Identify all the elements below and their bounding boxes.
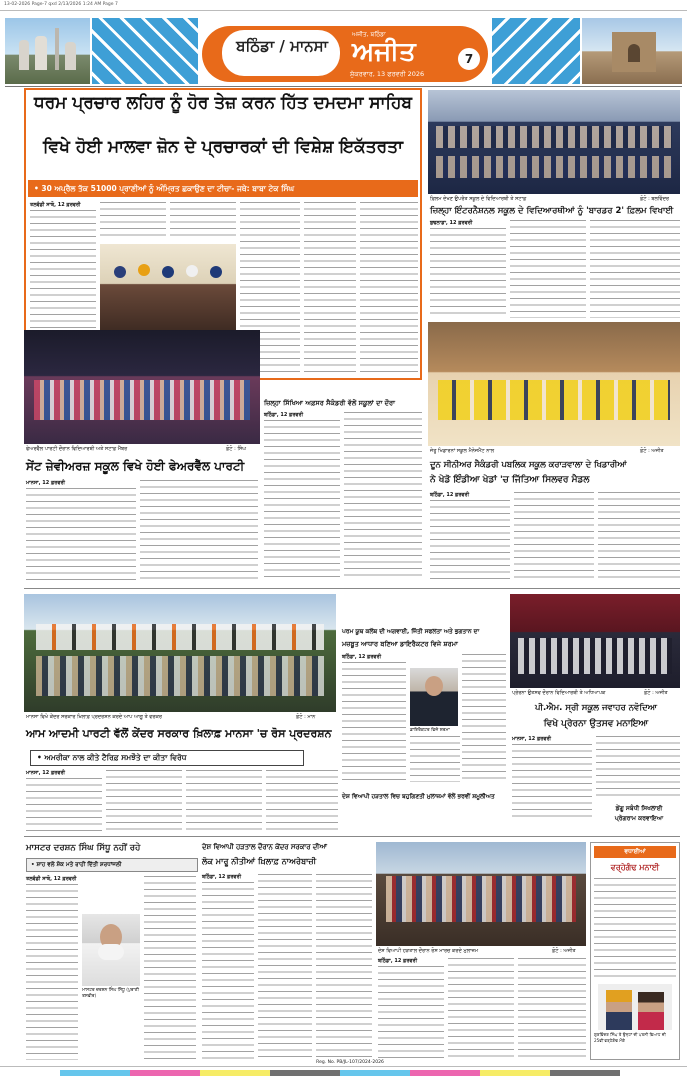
- farewell-body-col2: [140, 480, 258, 580]
- lead-subhead: • 30 ਅਪ੍ਰੈਲ ਤੱਕ 51000 ਪ੍ਰਾਣੀਆਂ ਨੂੰ ਅੰਮ੍ਰਿਤ ਛਕਾਉਣ ਦਾ ਟੀਚਾ- ਜਥੇ: ਬਾਬਾ ਟੇਕ ਸਿੰਘ: [34, 184, 295, 193]
- leader-body-col2: [462, 654, 506, 782]
- obituary-subhead: • ਸ਼ਾਹ ਵਲੋਂ ਸ਼ੋਕ ਮਤੇ ਰਾਹੀਂ ਦਿੱਤੀ ਸ਼ਰਧਾਂਜਲੀ: [31, 862, 122, 868]
- farewell-caption: ਫੇਅਰਵੈੱਲ ਪਾਰਟੀ ਦੌਰਾਨ ਵਿਦਿਆਰਥੀ ਅਤੇ ਸਟਾਫ਼ ਮੈਂਬਰ: [26, 446, 128, 452]
- prerna-dateline: ਮਾਨਸਾ, 12 ਫ਼ਰਵਰੀ: [512, 736, 552, 742]
- strike-credit: ਫ਼ੋਟੋ : ਅਜੀਤ: [552, 948, 576, 954]
- strike-headline: ਦੇਸ਼ ਵਿਆਪੀ ਹੜਤਾਲ ਵਿਚ ਬਹੁਗਿਣਤੀ ਮੁਲਾਜ਼ਮਾਂ ਵੱਲੋਂ ਭਰਵੀਂ ਸ਼ਮੂਲੀਅਤ: [342, 794, 495, 800]
- silver-body-col3: [598, 492, 680, 582]
- prerna-photo: [510, 594, 680, 688]
- strike-photo: [376, 842, 586, 946]
- unions-body-col1: [202, 874, 254, 1060]
- strike-body-col1: [378, 958, 444, 1060]
- silver-medal-credit: ਫ਼ੋਟੋ : ਅਜੀਤ: [640, 448, 664, 454]
- school-visit-dateline: ਬਠਿੰਡਾ, 12 ਫ਼ਰਵਰੀ: [264, 412, 304, 418]
- students-photo-caption: ਫ਼ਿਲਮ ਦੇਖਣ ਉਪਰੰਤ ਸਕੂਲ ਦੇ ਵਿਦਿਆਰਥੀ ਤੇ ਸਟਾਫ਼: [430, 196, 527, 202]
- lead-dateline: ਤਲਵੰਡੀ ਸਾਬੋ, 12 ਫ਼ਰਵਰੀ: [30, 202, 81, 208]
- protest-body-col3: [186, 770, 262, 832]
- obituary-portrait: [82, 914, 140, 986]
- protest-dateline: ਮਾਨਸਾ, 12 ਫ਼ਰਵਰੀ: [26, 770, 66, 776]
- page-number-badge: [456, 46, 482, 72]
- page-number: 7: [464, 52, 474, 66]
- leader-body-col1: [342, 654, 406, 782]
- leader-dateline: ਬਠਿੰਡਾ, 12 ਫ਼ਰਵਰੀ: [342, 654, 382, 660]
- protest-headline: ਆਮ ਆਦਮੀ ਪਾਰਟੀ ਵੱਲੋਂ ਕੇਂਦਰ ਸਰਕਾਰ ਖ਼ਿਲਾਫ਼ ਮਾਨਸਾ 'ਚ ਰੋਸ ਪ੍ਰਦਰਸ਼ਨ: [26, 727, 332, 740]
- protest-credit: ਫ਼ੋਟੋ : ਮਾਨ: [296, 714, 316, 720]
- lead-body-col6: [360, 202, 418, 374]
- obituary-caption: ਮਾਸਟਰ ਦਰਸ਼ਨ ਸਿੰਘ ਸਿੱਧੂ (ਪੁਰਾਣੀ ਤਸਵੀਰ): [82, 988, 139, 999]
- protest-caption: ਮਾਨਸਾ ਵਿਖੇ ਕੇਂਦਰ ਸਰਕਾਰ ਖ਼ਿਲਾਫ਼ ਪ੍ਰਦਰਸ਼ਨ ਕਰਦੇ ਆਪ ਆਗੂ ਤੇ ਵਰਕਰ: [26, 714, 163, 720]
- school-visit-headline: ਜ਼ਿਲ੍ਹਾ ਸਿੱਖਿਆ ਅਫ਼ਸਰ ਸੈਕੰਡਰੀ ਵੱਲੋਂ ਸਕੂਲਾਂ ਦਾ ਦੌਰਾ: [264, 399, 395, 407]
- lead-headline-line1: ਧਰਮ ਪ੍ਰਚਾਰ ਲਹਿਰ ਨੂੰ ਹੋਰ ਤੇਜ਼ ਕਰਨ ਹਿੱਤ ਦਮਦਮਾ ਸਾਹਿਬ: [34, 93, 412, 113]
- masthead-pattern-left: [92, 18, 198, 84]
- masthead-pattern-right: [492, 18, 580, 84]
- school-visit-body-col1: [264, 412, 340, 580]
- silver-headline-line1: ਦੂਨ ਸੀਨੀਅਰ ਸੈਕੰਡਰੀ ਪਬਲਿਕ ਸਕੂਲ ਕਰਾੜਵਾਲਾ ਦੇ ਖਿਡਾਰੀਆਂ: [430, 459, 627, 469]
- strike-dateline: ਬਠਿੰਡਾ, 12 ਫ਼ਰਵਰੀ: [378, 958, 418, 964]
- obituary-body-col1: [26, 876, 78, 1060]
- obituary-body-col2: [144, 876, 196, 1060]
- farewell-credit: ਫ਼ੋਟੋ : ਸਿੰਘ: [226, 446, 247, 452]
- lead-photo-gathering: [100, 244, 236, 332]
- protest-body-col2: [106, 770, 182, 832]
- prerna-headline-line2: ਵਿਖੇ ਪ੍ਰੇਰਨਾ ਉਤਸਵ ਮਨਾਇਆ: [543, 719, 649, 729]
- unions-body-col3: [316, 874, 372, 1060]
- scholars-headline: ਜ਼ਿਲ੍ਹਾ ਇੰਟਰਨੈਸ਼ਨਲ ਸਕੂਲ ਦੇ ਵਿਦਿਆਰਥੀਆਂ ਨੂੰ 'ਬਾਰਡਰ 2' ਫ਼ਿਲਮ ਵਿਖਾਈ: [430, 206, 674, 216]
- scholars-dateline: ਬੁਢਲਾਡਾ, 12 ਫ਼ਰਵਰੀ: [430, 220, 473, 226]
- prerna-headline-line1: ਪੀ.ਐਮ. ਸ੍ਰੀ ਸਕੂਲ ਜਵਾਹਰ ਨਵੋਦਿਆ: [535, 703, 657, 713]
- scholars-body-col2: [510, 220, 586, 318]
- silver-body-col1: [430, 492, 510, 582]
- wedding-photo: [598, 984, 672, 1030]
- brand-logo: ਅਜੀਤ: [352, 37, 416, 67]
- scholars-body-col3: [590, 220, 680, 318]
- prerna-caption: ਪ੍ਰੇਰਨਾ ਉਤਸਵ ਦੌਰਾਨ ਵਿਦਿਆਰਥੀ ਤੇ ਅਧਿਆਪਕ: [512, 690, 606, 696]
- silver-medal-photo: [428, 322, 680, 446]
- footer-registration: Reg. No. PB/JL-107/2024-2026: [316, 1060, 384, 1065]
- unions-dateline: ਬਠਿੰਡਾ, 12 ਫ਼ਰਵਰੀ: [202, 874, 242, 880]
- protest-subhead: • ਅਮਰੀਕਾ ਨਾਲ ਕੀਤੇ ਟੈਰਿਫ਼ ਸਮਝੌਤੇ ਦਾ ਕੀਤਾ ਵਿਰੋਧ: [37, 753, 187, 762]
- prerna-body-col1: [512, 736, 592, 822]
- training-headline-line1: ਡੇਂਗੂ ਸਬੰਧੀ ਸਿਖਲਾਈ: [615, 805, 663, 812]
- protest-body-col1: [26, 770, 102, 832]
- unions-headline-line1: ਦੇਸ਼ ਵਿਆਪੀ ਹੜਤਾਲ ਦੌਰਾਨ ਕੇਂਦਰ ਸਰਕਾਰ ਦੀਆਂ: [202, 843, 327, 851]
- prerna-credit: ਫ਼ੋਟੋ : ਅਜੀਤ: [644, 690, 668, 696]
- silver-medal-caption: ਜੇਤੂ ਖਿਡਾਰਨਾਂ ਸਕੂਲ ਮੈਨੇਜਮੈਂਟ ਨਾਲ: [430, 448, 495, 454]
- wedding-label-bar: [594, 846, 676, 858]
- lead-body-col5: [304, 202, 356, 374]
- protest-body-col4: [266, 770, 338, 832]
- wedding-headline: ਵਰ੍ਹੇਗੰਢ ਮਨਾਈ: [610, 863, 660, 872]
- masthead-photo-fort: [582, 18, 682, 84]
- obituary-subhead-bar: [26, 858, 198, 872]
- students-group-photo: [428, 90, 680, 194]
- lead-body-col3: [170, 202, 236, 240]
- leader-headline-line2: ਮਜ਼ਬੂਤ ਆਧਾਰ ਬਣਿਆ ਡਾਇਰੈਕਟਰ ਵਿਜੇ ਸ਼ਰਮਾ: [342, 640, 458, 648]
- unions-body-col2: [258, 874, 312, 1060]
- scholars-body-col1: [430, 220, 506, 318]
- protest-subhead-box: [30, 750, 304, 766]
- obituary-dateline: ਤਲਵੰਡੀ ਸਾਬੋ, 12 ਫ਼ਰਵਰੀ: [26, 876, 77, 882]
- farewell-dateline: ਮਾਨਸਾ, 12 ਫ਼ਰਵਰੀ: [26, 480, 66, 486]
- file-info: 13-02-2026 Page-7 qxd 2/13/2026 1:24 AM Page 7: [4, 2, 118, 7]
- farewell-photo: [24, 330, 260, 444]
- wedding-caption: ਗੁਰਵਿੰਦਰ ਸਿੰਘ ਤੇ ਉਨ੍ਹਾਂ ਦੀ ਪਤਨੀ ਵਿਆਹ ਦੀ 25ਵੀਂ ਵਰ੍ਹੇਗੰਢ ਮੌਕੇ: [594, 1032, 666, 1043]
- strike-caption: ਦੇਸ਼ ਵਿਆਪੀ ਹੜਤਾਲ ਦੌਰਾਨ ਰੋਸ ਮਾਰਚ ਕਰਦੇ ਮੁਲਾਜ਼ਮ: [378, 948, 479, 954]
- protest-photo: [24, 594, 336, 712]
- farewell-headline: ਸੇਂਟ ਜ਼ੇਵੀਅਰਜ਼ ਸਕੂਲ ਵਿਖੇ ਹੋਈ ਫੇਅਰਵੈੱਲ ਪਾਰਟੀ: [26, 459, 245, 473]
- school-visit-body-col2: [344, 412, 422, 580]
- leader-body-under-photo: [410, 736, 460, 782]
- masthead-section-box: [222, 30, 340, 76]
- unions-headline-line2: ਲੋਕ ਮਾਰੂ ਨੀਤੀਆਂ ਖ਼ਿਲਾਫ਼ ਨਾਅਰੇਬਾਜ਼ੀ: [202, 856, 317, 866]
- obituary-headline: ਮਾਸਟਰ ਦਰਸ਼ਨ ਸਿੰਘ ਸਿੱਧੂ ਨਹੀਂ ਰਹੇ: [26, 843, 141, 853]
- lead-subhead-bar: [28, 180, 418, 197]
- strike-body-col2: [448, 958, 514, 1060]
- silver-headline-line2: ਨੇ ਖੇਡੋ ਇੰਡੀਆ ਖੇਡਾਂ 'ਚ ਜਿੱਤਿਆ ਸਿਲਵਰ ਮੈਡਲ: [430, 475, 590, 485]
- silver-body-col2: [514, 492, 594, 582]
- students-photo-credit: ਫ਼ੋਟੋ : ਬਲਵਿੰਦਰ: [640, 196, 669, 202]
- masthead-photo-powerplant: [5, 18, 90, 84]
- leader-caption: ਡਾਇਰੈਕਟਰ ਵਿਜੇ ਸ਼ਰਮਾ: [410, 728, 450, 733]
- strike-body-col3: [518, 958, 586, 1060]
- wedding-body: [594, 878, 676, 978]
- training-headline-line2: ਪ੍ਰੋਗਰਾਮ ਕਰਵਾਇਆ: [614, 815, 664, 822]
- prerna-body-col2: [596, 736, 680, 798]
- wedding-label: ਵਧਾਈਆਂ: [624, 848, 646, 855]
- brand-small: ਅਜੀਤ, ਬਠਿੰਡਾ: [352, 31, 386, 38]
- leader-portrait: [410, 668, 458, 726]
- leader-headline-line1: ਪਰਮ ਯੂਥ ਕਲੱਬ ਦੀ ਅਗਵਾਈ, ਜਿੱਤੀ ਸਫਲਤਾ ਅਤੇ ਭੁਗਤਾਨ ਦਾ: [342, 629, 480, 635]
- masthead-section-title: ਬਠਿੰਡਾ / ਮਾਨਸਾ: [236, 37, 328, 55]
- color-bar: [60, 1070, 620, 1076]
- silver-dateline: ਬਠਿੰਡਾ, 12 ਫ਼ਰਵਰੀ: [430, 492, 470, 498]
- masthead-date: ਸ਼ੁੱਕਰਵਾਰ, 13 ਫਰਵਰੀ 2026: [350, 70, 425, 78]
- farewell-body-col1: [26, 480, 136, 580]
- lead-headline-line2: ਵਿਖੇ ਹੋਈ ਮਾਲਵਾ ਜ਼ੋਨ ਦੇ ਪ੍ਰਚਾਰਕਾਂ ਦੀ ਵਿਸ਼ੇਸ਼ ਇਕੱਤਰਤਾ: [43, 137, 403, 157]
- lead-body-col2: [100, 202, 166, 240]
